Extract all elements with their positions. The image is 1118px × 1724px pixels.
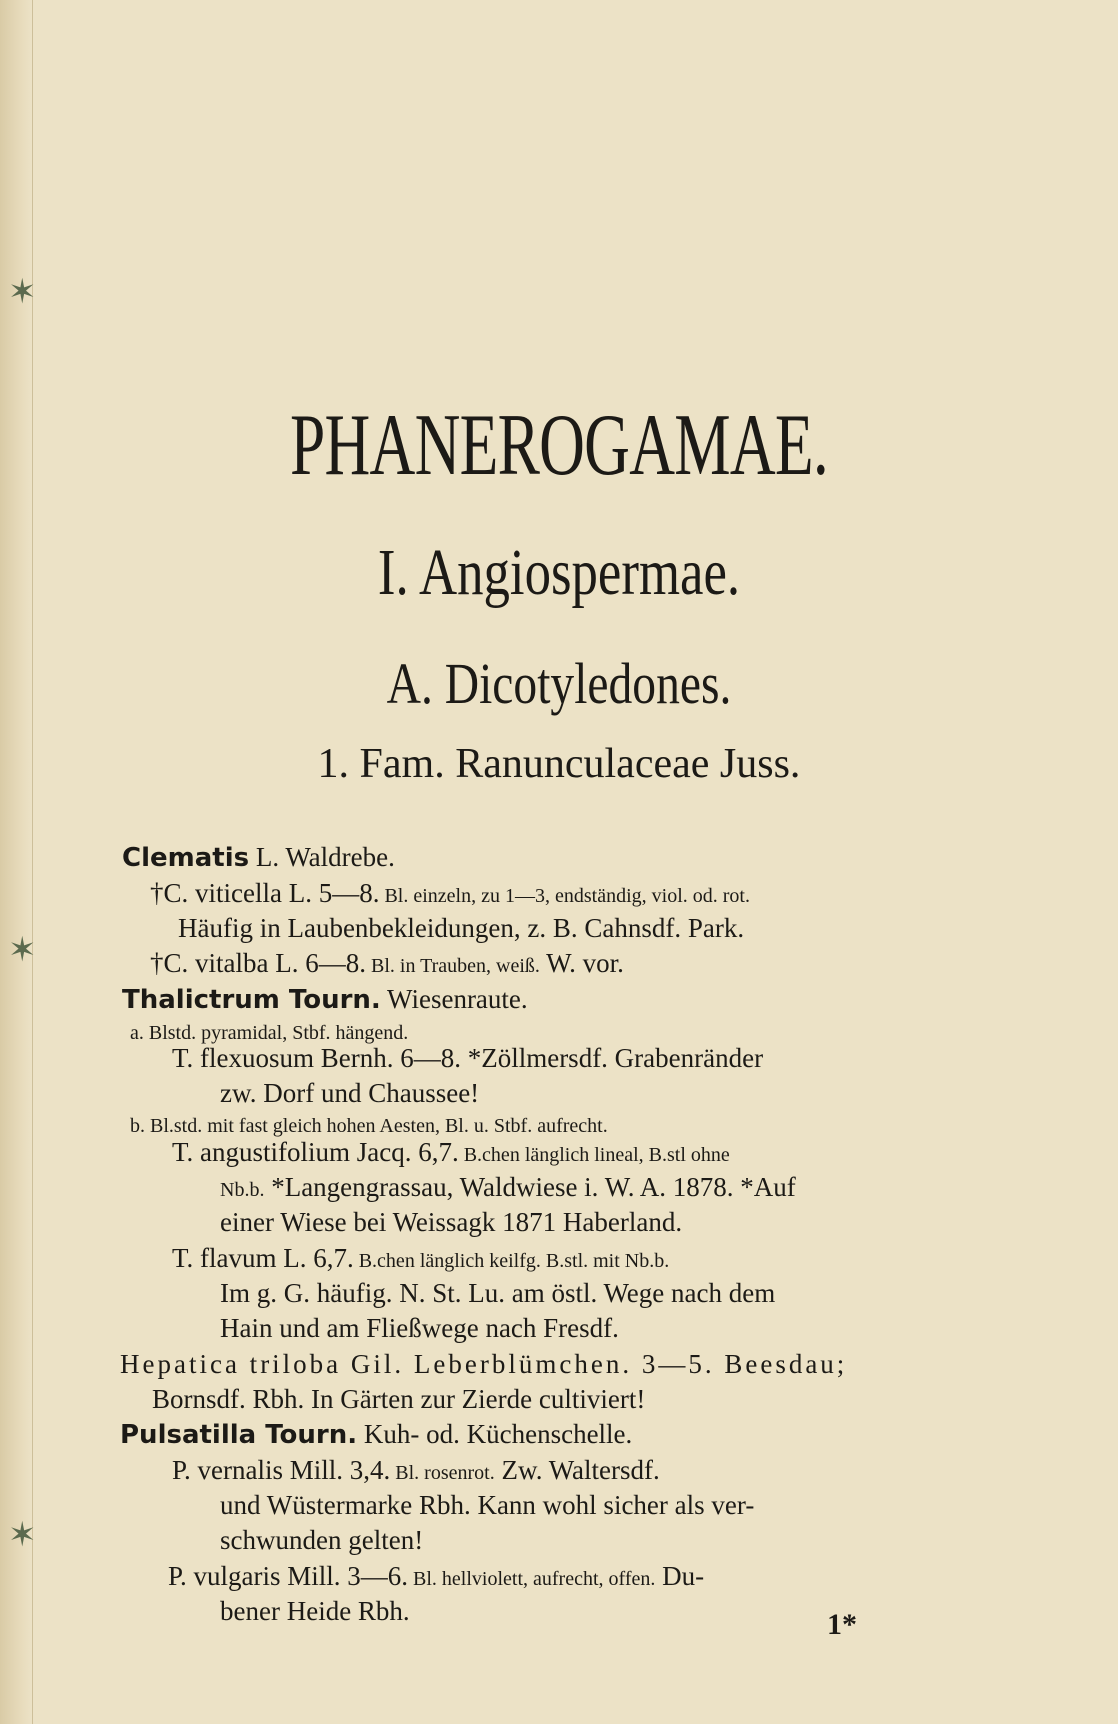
text-line: Hepatica triloba Gil. Leberblümchen. 3—5. Beesdau; <box>120 1349 848 1379</box>
text-line: schwunden gelten! <box>220 1525 424 1555</box>
section-heading: A. Dicotyledones. <box>386 651 732 716</box>
text-line: a. Blstd. pyramidal, Stbf. hängend. <box>130 1022 409 1044</box>
text-line: T. angustifolium Jacq. 6,7. B.chen länglich lineal, B.stl ohne <box>172 1137 730 1167</box>
text-line: Häufig in Laubenbekleidungen, z. B. Cahnsdf. Park. <box>178 913 745 943</box>
text-line: P. vernalis Mill. 3,4. Bl. rosenrot. Zw. Waltersdf. <box>172 1455 660 1485</box>
main-heading: PHANEROGAMAE. <box>289 397 829 494</box>
text-line: Nb.b. *Langengrassau, Waldwiese i. W. A. 1878. *Auf <box>220 1172 796 1202</box>
family-heading: 1. Fam. Ranunculaceae Juss. <box>317 741 801 787</box>
text-line: einer Wiese bei Weissagk 1871 Haberland. <box>220 1207 683 1237</box>
margin-star-icon: ✶ <box>8 272 37 312</box>
text-line: P. vulgaris Mill. 3—6. Bl. hellviolett, aufrecht, offen. Du- <box>168 1561 705 1591</box>
text-line: Im g. G. häufig. N. St. Lu. am östl. Wege nach dem <box>220 1278 776 1308</box>
text-line: Bornsdf. Rbh. In Gärten zur Zierde cultiviert! <box>152 1384 646 1414</box>
text-line: zw. Dorf und Chaussee! <box>220 1078 480 1108</box>
text-line: und Wüstermarke Rbh. Kann wohl sicher als ver- <box>220 1490 755 1520</box>
text-line: T. flavum L. 6,7. B.chen länglich keilfg. B.stl. mit Nb.b. <box>172 1243 670 1273</box>
text-line: Hain und am Fließwege nach Fresdf. <box>220 1313 619 1343</box>
page-gutter <box>0 0 33 1724</box>
text-line: b. Bl.std. mit fast gleich hohen Aesten, Bl. u. Stbf. aufrecht. <box>130 1115 608 1137</box>
text-line: †C. viticella L. 5—8. Bl. einzeln, zu 1—3, endständig, viol. od. rot. <box>150 878 750 908</box>
text-line: Thalictrum Tourn. Wiesenraute. <box>122 984 528 1015</box>
text-line: Clematis L. Waldrebe. <box>122 842 395 873</box>
text-line: Pulsatilla Tourn. Kuh- od. Küchenschelle. <box>120 1419 633 1450</box>
margin-star-icon: ✶ <box>8 930 37 970</box>
text-line: bener Heide Rbh. <box>220 1596 410 1626</box>
subheading: I. Angiospermae. <box>377 536 741 609</box>
text-line: T. flexuosum Bernh. 6—8. *Zöllmersdf. Grabenränder <box>172 1043 764 1073</box>
page-signature: 1* <box>827 1608 857 1641</box>
margin-star-icon: ✶ <box>8 1515 37 1555</box>
text-line: †C. vitalba L. 6—8. Bl. in Trauben, weiß. W. vor. <box>150 948 624 978</box>
